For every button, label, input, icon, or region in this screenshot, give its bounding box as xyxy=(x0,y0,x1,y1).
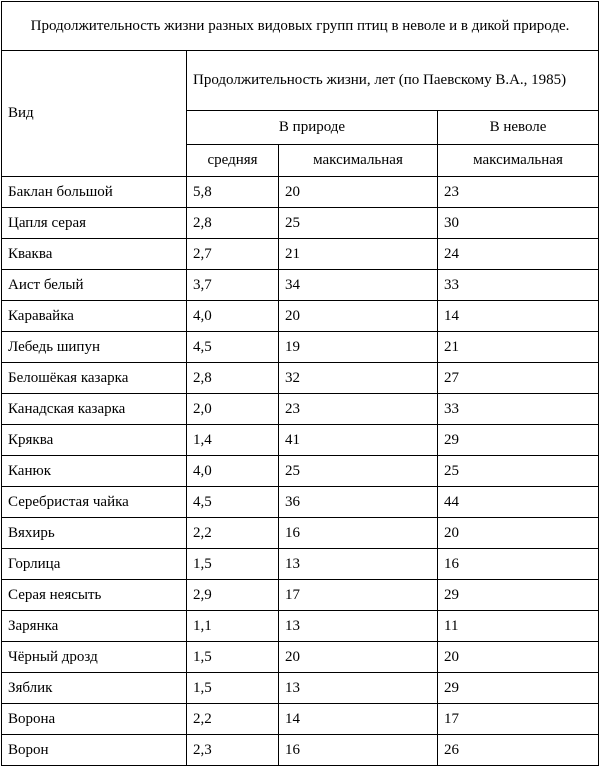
max-captivity-cell: 33 xyxy=(438,270,599,301)
species-cell: Кряква xyxy=(2,425,187,456)
max-captivity-cell: 20 xyxy=(438,518,599,549)
avg-wild-cell: 2,0 xyxy=(187,394,279,425)
table-body xyxy=(2,177,599,766)
max-captivity-cell: 30 xyxy=(438,208,599,239)
header-row-1 xyxy=(2,51,599,111)
avg-wild-cell: 4,5 xyxy=(187,487,279,518)
species-cell: Зяблик xyxy=(2,673,187,704)
species-cell: Ворона xyxy=(2,704,187,735)
captivity-header: В неволе xyxy=(438,111,599,145)
max-captivity-cell: 25 xyxy=(438,456,599,487)
species-cell: Кваква xyxy=(2,239,187,270)
max-captivity-cell: 20 xyxy=(438,642,599,673)
avg-wild-cell: 2,8 xyxy=(187,208,279,239)
table-row xyxy=(2,487,599,518)
species-cell: Лебедь шипун xyxy=(2,332,187,363)
species-cell: Горлица xyxy=(2,549,187,580)
avg-wild-cell: 2,7 xyxy=(187,239,279,270)
max-captivity-cell: 29 xyxy=(438,673,599,704)
table-row xyxy=(2,177,599,208)
species-cell: Серебристая чайка xyxy=(2,487,187,518)
species-cell: Канюк xyxy=(2,456,187,487)
max-wild-cell: 25 xyxy=(279,456,438,487)
max-wild-cell: 16 xyxy=(279,735,438,766)
max-wild-cell: 32 xyxy=(279,363,438,394)
max-wild-cell: 41 xyxy=(279,425,438,456)
avg-wild-cell: 1,5 xyxy=(187,642,279,673)
species-cell: Чёрный дрозд xyxy=(2,642,187,673)
max-captivity-cell: 11 xyxy=(438,611,599,642)
max-captivity-cell: 16 xyxy=(438,549,599,580)
max-captivity-cell: 14 xyxy=(438,301,599,332)
max-captivity-cell: 26 xyxy=(438,735,599,766)
species-cell: Белошёкая казарка xyxy=(2,363,187,394)
wild-avg-header: средняя xyxy=(187,145,279,177)
wild-max-header: максимальная xyxy=(279,145,438,177)
avg-wild-cell: 2,3 xyxy=(187,735,279,766)
table-title: Продолжительность жизни разных видовых групп птиц в неволе и в дикой природе. xyxy=(2,2,599,51)
lifespan-header: Продолжительность жизни, лет (по Паевскому В.А., 1985) xyxy=(187,51,599,111)
table-row xyxy=(2,580,599,611)
species-cell: Ворон xyxy=(2,735,187,766)
max-wild-cell: 16 xyxy=(279,518,438,549)
table-row xyxy=(2,239,599,270)
table-row xyxy=(2,270,599,301)
avg-wild-cell: 2,9 xyxy=(187,580,279,611)
max-wild-cell: 13 xyxy=(279,549,438,580)
max-captivity-cell: 17 xyxy=(438,704,599,735)
max-captivity-cell: 44 xyxy=(438,487,599,518)
avg-wild-cell: 4,5 xyxy=(187,332,279,363)
avg-wild-cell: 2,8 xyxy=(187,363,279,394)
avg-wild-cell: 2,2 xyxy=(187,518,279,549)
max-wild-cell: 20 xyxy=(279,642,438,673)
wild-header: В природе xyxy=(187,111,438,145)
max-wild-cell: 20 xyxy=(279,177,438,208)
avg-wild-cell: 4,0 xyxy=(187,456,279,487)
table-row xyxy=(2,456,599,487)
max-captivity-cell: 27 xyxy=(438,363,599,394)
table-row xyxy=(2,332,599,363)
species-cell: Серая неясыть xyxy=(2,580,187,611)
avg-wild-cell: 5,8 xyxy=(187,177,279,208)
table-row xyxy=(2,394,599,425)
species-cell: Канадская казарка xyxy=(2,394,187,425)
avg-wild-cell: 4,0 xyxy=(187,301,279,332)
table-row xyxy=(2,704,599,735)
table-row xyxy=(2,611,599,642)
species-cell: Вяхирь xyxy=(2,518,187,549)
table-row xyxy=(2,673,599,704)
table-row xyxy=(2,208,599,239)
max-wild-cell: 23 xyxy=(279,394,438,425)
title-row xyxy=(2,2,599,51)
table-row xyxy=(2,425,599,456)
species-cell: Аист белый xyxy=(2,270,187,301)
avg-wild-cell: 3,7 xyxy=(187,270,279,301)
table-row xyxy=(2,363,599,394)
max-wild-cell: 20 xyxy=(279,301,438,332)
max-wild-cell: 13 xyxy=(279,611,438,642)
max-wild-cell: 14 xyxy=(279,704,438,735)
avg-wild-cell: 1,4 xyxy=(187,425,279,456)
species-cell: Баклан большой xyxy=(2,177,187,208)
table-row xyxy=(2,642,599,673)
table-row xyxy=(2,518,599,549)
max-captivity-cell: 29 xyxy=(438,580,599,611)
species-cell: Каравайка xyxy=(2,301,187,332)
max-wild-cell: 13 xyxy=(279,673,438,704)
max-captivity-cell: 21 xyxy=(438,332,599,363)
species-cell: Зарянка xyxy=(2,611,187,642)
table-row xyxy=(2,301,599,332)
species-header: Вид xyxy=(2,51,187,177)
max-captivity-cell: 33 xyxy=(438,394,599,425)
table-row xyxy=(2,549,599,580)
max-wild-cell: 19 xyxy=(279,332,438,363)
max-wild-cell: 36 xyxy=(279,487,438,518)
captivity-max-header: максимальная xyxy=(438,145,599,177)
species-cell: Цапля серая xyxy=(2,208,187,239)
max-captivity-cell: 24 xyxy=(438,239,599,270)
avg-wild-cell: 1,5 xyxy=(187,549,279,580)
max-wild-cell: 34 xyxy=(279,270,438,301)
avg-wild-cell: 2,2 xyxy=(187,704,279,735)
max-captivity-cell: 29 xyxy=(438,425,599,456)
avg-wild-cell: 1,1 xyxy=(187,611,279,642)
table-row xyxy=(2,735,599,766)
max-captivity-cell: 23 xyxy=(438,177,599,208)
max-wild-cell: 21 xyxy=(279,239,438,270)
max-wild-cell: 25 xyxy=(279,208,438,239)
max-wild-cell: 17 xyxy=(279,580,438,611)
bird-lifespan-table xyxy=(1,1,599,766)
avg-wild-cell: 1,5 xyxy=(187,673,279,704)
